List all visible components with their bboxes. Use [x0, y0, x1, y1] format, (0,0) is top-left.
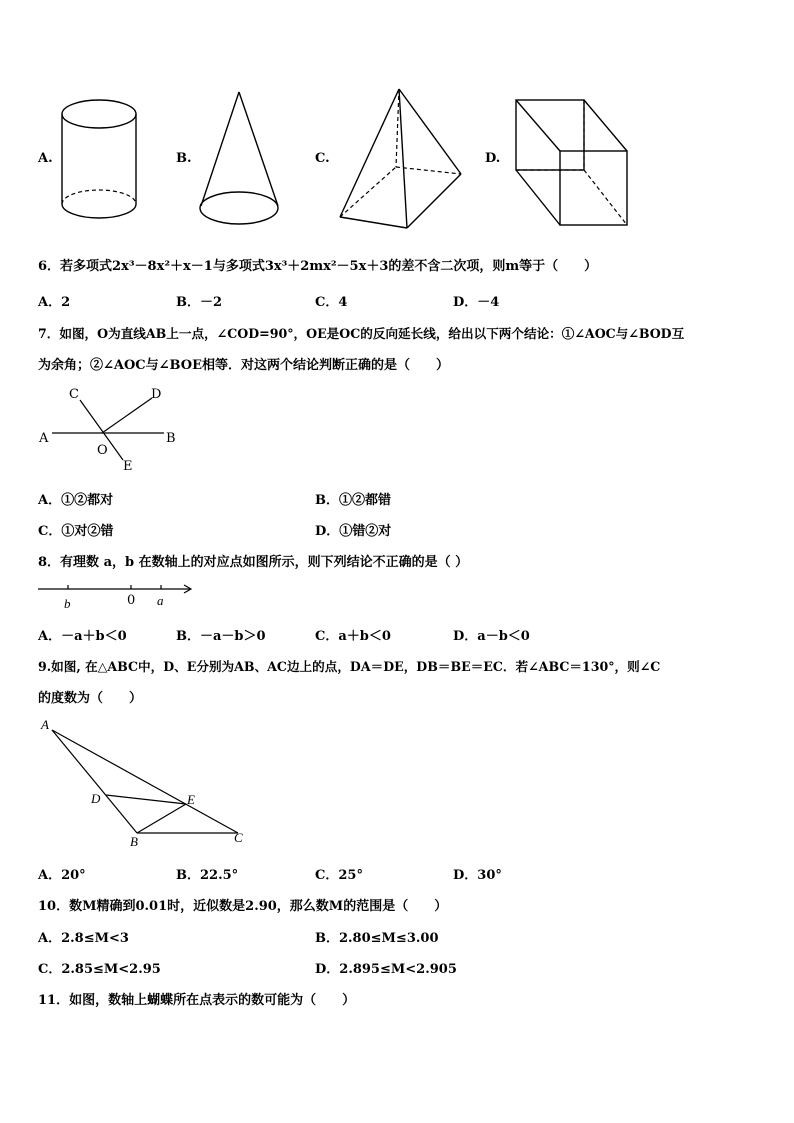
- q6-option-c[interactable]: C．4: [315, 295, 348, 310]
- q11-stem: 11．如图，数轴上蝴蝶所在点表示的数可能为（ ）: [38, 993, 356, 1008]
- q5-option-c-label: C.: [315, 151, 330, 166]
- q7-option-d[interactable]: D．①错②对: [315, 524, 392, 539]
- q8-axis-a: a: [157, 593, 164, 608]
- q8-option-a[interactable]: A．－a＋b＜0: [38, 629, 127, 644]
- q7-label-c: C: [69, 387, 79, 402]
- q7-label-b: B: [166, 431, 176, 446]
- q10-option-c[interactable]: C．2.85≤M<2.95: [38, 962, 161, 977]
- q9-option-d[interactable]: D．30°: [453, 868, 502, 883]
- q6-option-b[interactable]: B．－2: [176, 295, 223, 310]
- q10-option-b[interactable]: B．2.80≤M≤3.00: [315, 931, 439, 946]
- q6-option-a[interactable]: A．2: [38, 295, 71, 310]
- q9-label-d: D: [91, 791, 101, 806]
- q9-option-c[interactable]: C．25°: [315, 868, 363, 883]
- q8-option-b[interactable]: B．－a－b＞0: [176, 629, 266, 644]
- q9-label-a: A: [41, 717, 49, 732]
- q9-label-e: E: [187, 792, 195, 807]
- q6-option-d[interactable]: D．－4: [453, 295, 500, 310]
- q8-axis-zero: 0: [127, 593, 136, 608]
- q7-label-e: E: [123, 459, 133, 474]
- cone-figure: [198, 90, 282, 228]
- q7-stem-line1: 7．如图，O为直线AB上一点，∠COD=90°，OE是OC的反向延长线，给出以下两个结论：①∠AOC与∠BOD互: [38, 326, 685, 341]
- q9-stem-line1: 9.如图, 在△ABC中，D、E分别为AB、AC边上的点，DA＝DE，DB＝BE＝EC．若∠ABC＝130°，则∠C: [38, 659, 661, 674]
- q9-triangle-figure: [40, 722, 250, 840]
- q8-number-line: [36, 580, 196, 598]
- q7-stem-line2: 为余角；②∠AOC与∠BOE相等．对这两个结论判断正确的是（ ）: [38, 358, 450, 373]
- q9-label-b: B: [130, 834, 138, 849]
- q7-label-o: O: [97, 443, 108, 458]
- q9-stem-line2: 的度数为（ ）: [38, 691, 143, 706]
- q10-stem: 10．数M精确到0.01时，近似数是2.90，那么数M的范围是（ ）: [38, 899, 448, 914]
- q6-stem: 6．若多项式2x³－8x²＋x－1与多项式3x³＋2mx²－5x＋3的差不含二次项，则m等于（ ）: [38, 259, 598, 274]
- q8-option-c[interactable]: C．a＋b＜0: [315, 629, 391, 644]
- q8-option-d[interactable]: D．a－b＜0: [453, 629, 530, 644]
- q9-label-c: C: [234, 830, 243, 845]
- q7-label-a: A: [39, 431, 49, 446]
- pyramid-figure: [336, 86, 466, 232]
- q10-option-d[interactable]: D．2.895≤M<2.905: [315, 962, 457, 977]
- q7-option-b[interactable]: B．①②都错: [315, 493, 391, 508]
- q7-angle-figure: [34, 386, 184, 478]
- q5-option-a-label: A.: [38, 151, 53, 166]
- q8-stem: 8．有理数 a，b 在数轴上的对应点如图所示，则下列结论不正确的是（ ）: [38, 555, 469, 570]
- cuboid-figure: [512, 95, 632, 231]
- q10-option-a[interactable]: A．2.8≤M<3: [38, 931, 129, 946]
- q8-axis-b: b: [64, 596, 71, 611]
- q9-option-b[interactable]: B．22.5°: [176, 868, 239, 883]
- q5-option-b-label: B.: [176, 151, 192, 166]
- q7-option-c[interactable]: C．①对②错: [38, 524, 114, 539]
- q7-label-d: D: [151, 387, 162, 402]
- cylinder-figure: [60, 92, 140, 226]
- q9-option-a[interactable]: A．20°: [38, 868, 86, 883]
- q7-option-a[interactable]: A．①②都对: [38, 493, 114, 508]
- q5-option-d-label: D.: [485, 151, 501, 166]
